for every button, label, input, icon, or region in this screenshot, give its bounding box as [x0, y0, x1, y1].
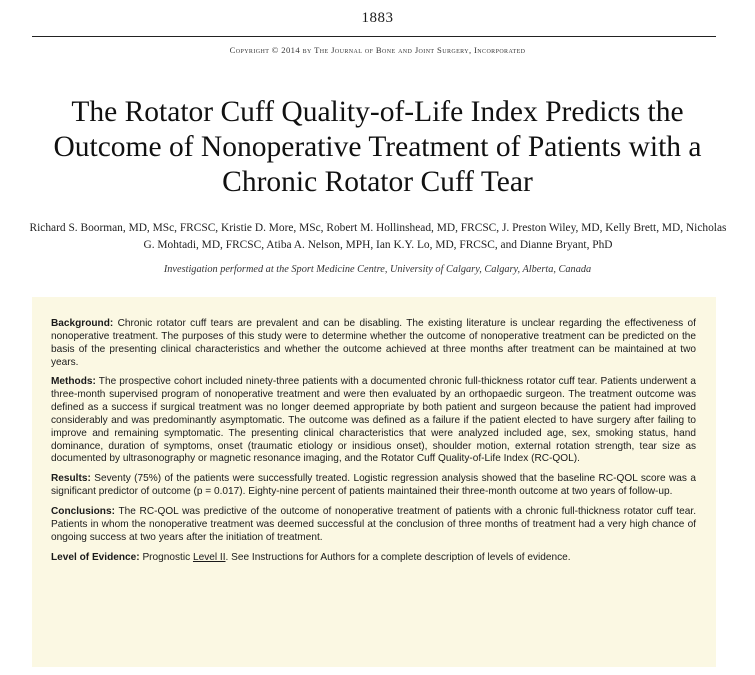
methods-text: The prospective cohort included ninety-three patients with a documented chronic full-thickness rotator cuff tear. Patients underwent a three-month supervised program of nonoperative treatment and were then evaluated by an orthopaedic surgeon. The treatment outcome was defined as a success if surgical treatment was no longer deemed appropriate by both patient and surgeon because the patient had improved considerably and was predominantly asymptomatic. The outcome was defined as a failure if the patient elected to have surgery after failing to improve and remaining symptomatic. The presenting clinical characteristics that were analyzed included age, sex, smoking status, hand dominance, duration of symptoms, onset (traumatic etiology or insidious onset), shoulder motion, external rotation strength, tear size as documented by ultrasonography or magnetic resonance imaging, and the Rotator Cuff Quality-of-Life Index (RC-QOL).: [51, 376, 697, 465]
abstract-box: [32, 297, 716, 667]
abstract-conclusions: [51, 506, 696, 545]
level-of-evidence-prefix: Prognostic: [142, 551, 191, 563]
conclusions-text: The RC-QOL was predictive of the outcome of nonoperative treatment of patients with a chronic full-thickness rotator cuff tear. Patients in whom the nonoperative treatment was deemed successful at the conclusion of three months of treatment had a very high chance of ongoing success at two years after the initiation of treatment.: [51, 505, 696, 543]
abstract-results: [51, 473, 696, 499]
copyright-line: Copyright © 2014 by The Journal of Bone and Joint Surgery, Incorporated: [229, 45, 526, 55]
results-label: Results:: [51, 473, 91, 485]
header-rule: [32, 36, 716, 37]
methods-label: Methods:: [51, 376, 96, 388]
level-of-evidence-label: Level of Evidence:: [51, 551, 140, 563]
abstract-level-of-evidence: [51, 552, 696, 565]
abstract-methods: [51, 376, 696, 466]
abstract-background: [51, 318, 696, 369]
level-of-evidence-link[interactable]: Level II: [192, 551, 226, 563]
conclusions-label: Conclusions:: [51, 505, 115, 517]
results-text: Seventy (75%) of the patients were successfully treated. Logistic regression analysis showed that the baseline RC-QOL score was a significant predictor of outcome (p = 0.017). Eighty-nine percent of patients maintained their three-month outcome at two years of follow-up.: [51, 473, 696, 498]
affiliation-line: Investigation performed at the Sport Medicine Centre, University of Calgary, Calgary, Alberta, Canada: [163, 264, 592, 275]
background-label: Background:: [51, 318, 114, 329]
level-of-evidence-suffix: . See Instructions for Authors for a complete description of levels of evidence.: [225, 551, 571, 563]
background-text: Chronic rotator cuff tears are prevalent and can be disabling. The existing literature is unclear regarding the effectiveness of nonoperative treatment. The purposes of this study were to determine whether the outcome of nonoperative treatment can be predicted on the basis of the presenting clinical characteristics and whether the outcome achieved at three months after treatment can be maintained at two years.: [51, 318, 696, 368]
article-title: The Rotator Cuff Quality-of-Life Index Predicts the Outcome of Nonoperative Treatment of Patients with a Chronic Rotator Cuff Tear: [53, 96, 702, 198]
author-list: Richard S. Boorman, MD, MSc, FRCSC, Kristie D. More, MSc, Robert M. Hollinshead, MD, FRCSC, J. Preston Wiley, MD, Kelly Brett, MD, Nicholas G. Mohtadi, MD, FRCSC, Atiba A. Nelson, MPH, Ian K.Y. Lo, MD, FRCSC, and Dianne Bryant, PhD: [29, 222, 727, 251]
page-number: 1883: [361, 10, 394, 26]
